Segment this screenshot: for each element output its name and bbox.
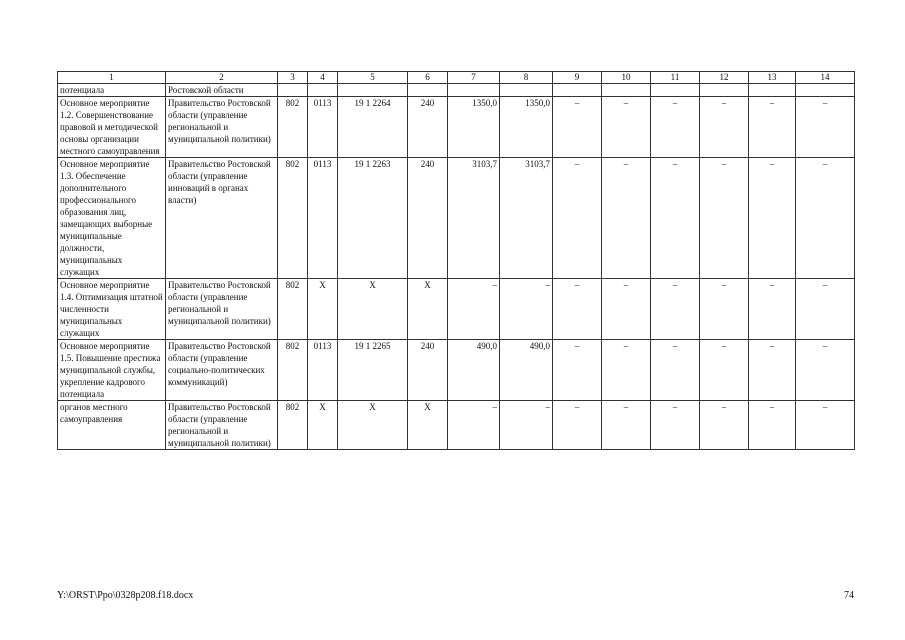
table-cell: органов местного самоуправления (58, 401, 166, 450)
table-cell: – (500, 401, 553, 450)
table-cell: 0113 (308, 340, 338, 401)
table-cell (308, 84, 338, 97)
column-header: 1 (58, 72, 166, 84)
table-cell: Правительство Ростовской области (управление социально-политических коммуникаций) (166, 340, 278, 401)
table-cell: – (602, 279, 651, 340)
column-header: 13 (749, 72, 796, 84)
footer-page-number: 74 (844, 590, 854, 601)
table-cell: – (651, 340, 700, 401)
column-header: 8 (500, 72, 553, 84)
table-cell: – (700, 158, 749, 279)
table-body (58, 84, 855, 450)
table-cell: 0113 (308, 158, 338, 279)
table-cell: Основное мероприятие 1.3. Обеспечение дополнительного профессионального образования лиц, замещающих выборные муниципальные должности, муниципальных служащих (58, 158, 166, 279)
column-header: 4 (308, 72, 338, 84)
table-cell: – (749, 279, 796, 340)
table-cell: – (553, 340, 602, 401)
footer-file-path: Y:\ORST\Ppo\0328p208.f18.docx (57, 590, 194, 601)
table-cell: 1350,0 (500, 97, 553, 158)
table-cell: 1350,0 (448, 97, 500, 158)
table-cell: 19 1 2265 (338, 340, 408, 401)
table-row (58, 279, 855, 340)
table-cell: Х (338, 279, 408, 340)
column-header: 12 (700, 72, 749, 84)
column-header: 11 (651, 72, 700, 84)
table-cell: – (602, 97, 651, 158)
table-cell (602, 84, 651, 97)
table-cell: Основное мероприятие 1.2. Совершенствование правовой и методической основы организации местного самоуправления (58, 97, 166, 158)
table-cell: – (602, 340, 651, 401)
table-cell: – (500, 279, 553, 340)
table-cell (408, 84, 448, 97)
table-cell: потенциала (58, 84, 166, 97)
table-cell (796, 84, 855, 97)
table-cell: – (700, 401, 749, 450)
table-cell: Ростовской области (166, 84, 278, 97)
table-cell (749, 84, 796, 97)
table-cell: 3103,7 (500, 158, 553, 279)
table-row (58, 158, 855, 279)
table-cell: 802 (278, 401, 308, 450)
table-cell: – (749, 158, 796, 279)
column-header: 9 (553, 72, 602, 84)
table-cell: – (796, 279, 855, 340)
table-cell: – (651, 97, 700, 158)
column-header: 6 (408, 72, 448, 84)
table-cell: Правительство Ростовской области (управление региональной и муниципальной политики) (166, 401, 278, 450)
table-cell: – (448, 401, 500, 450)
table-cell: – (651, 401, 700, 450)
table-cell: Х (308, 279, 338, 340)
table-cell: 240 (408, 97, 448, 158)
table-cell: – (602, 158, 651, 279)
table-cell: – (796, 340, 855, 401)
table-cell (500, 84, 553, 97)
table-cell: Основное мероприятие 1.5. Повышение престижа муниципальной службы, укрепление кадрового потенциала (58, 340, 166, 401)
table-cell: Х (308, 401, 338, 450)
table-cell: 802 (278, 279, 308, 340)
column-header: 2 (166, 72, 278, 84)
table-cell: 240 (408, 158, 448, 279)
table-row (58, 97, 855, 158)
table-cell: 0113 (308, 97, 338, 158)
table-cell: – (651, 158, 700, 279)
table-cell: – (796, 158, 855, 279)
table-cell: 802 (278, 97, 308, 158)
table-cell: – (749, 340, 796, 401)
table-cell: 490,0 (500, 340, 553, 401)
table-cell: – (553, 401, 602, 450)
table-cell: – (553, 97, 602, 158)
table-cell: Правительство Ростовской области (управление инноваций в органах власти) (166, 158, 278, 279)
table-cell: Х (408, 401, 448, 450)
table-row (58, 84, 855, 97)
table-cell: – (700, 279, 749, 340)
table-cell: Правительство Ростовской области (управление региональной и муниципальной политики) (166, 279, 278, 340)
budget-table (57, 71, 855, 450)
table-cell: 240 (408, 340, 448, 401)
table-cell: – (796, 401, 855, 450)
table-cell: – (796, 97, 855, 158)
table-cell: Х (338, 401, 408, 450)
column-header: 14 (796, 72, 855, 84)
table-cell: – (700, 340, 749, 401)
table-cell (553, 84, 602, 97)
table-cell (278, 84, 308, 97)
table-cell: 3103,7 (448, 158, 500, 279)
table-cell (338, 84, 408, 97)
table-row (58, 401, 855, 450)
table-cell: – (749, 97, 796, 158)
table-cell: Х (408, 279, 448, 340)
table-cell: 802 (278, 158, 308, 279)
table-cell: – (553, 279, 602, 340)
column-header: 7 (448, 72, 500, 84)
table-cell: – (749, 401, 796, 450)
header-row (58, 72, 855, 84)
column-header: 3 (278, 72, 308, 84)
column-header: 5 (338, 72, 408, 84)
table-cell (448, 84, 500, 97)
table-cell: – (553, 158, 602, 279)
table-cell: Основное мероприятие 1.4. Оптимизация штатной численности муниципальных служащих (58, 279, 166, 340)
table-cell: – (448, 279, 500, 340)
column-header: 10 (602, 72, 651, 84)
table-cell: 19 1 2263 (338, 158, 408, 279)
table-cell: – (602, 401, 651, 450)
table-cell (651, 84, 700, 97)
table-cell: Правительство Ростовской области (управление региональной и муниципальной политики) (166, 97, 278, 158)
table-cell: 19 1 2264 (338, 97, 408, 158)
table-row (58, 340, 855, 401)
table-cell: 490,0 (448, 340, 500, 401)
table-cell: – (700, 97, 749, 158)
table-cell: 802 (278, 340, 308, 401)
table-cell (700, 84, 749, 97)
table-cell: – (651, 279, 700, 340)
